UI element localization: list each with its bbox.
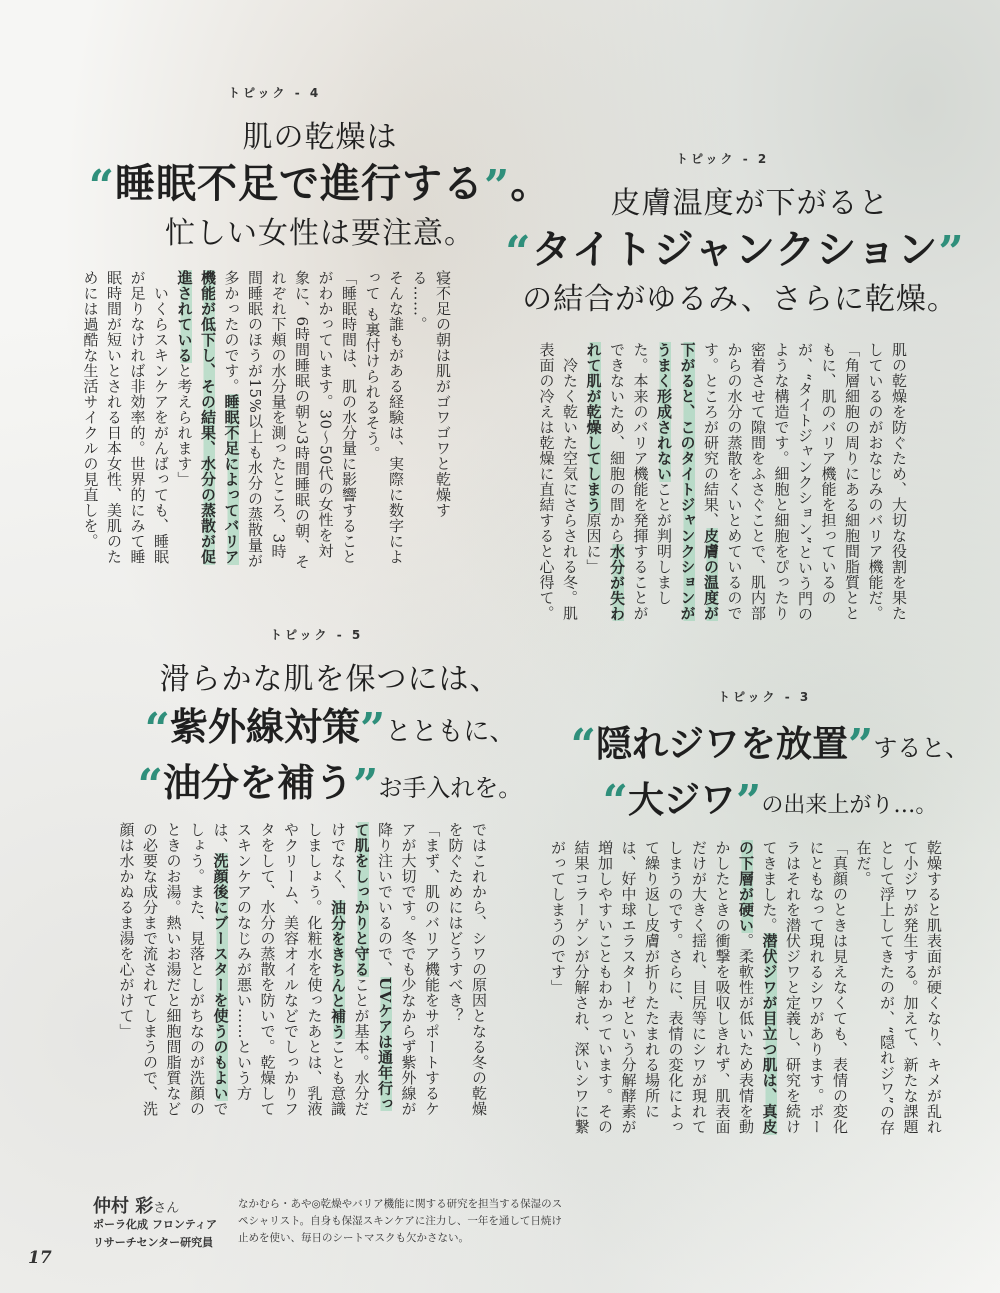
topic2-heading-line2 xyxy=(500,218,970,278)
topic4-body-a: 寝不足の朝は肌がゴワゴワと乾燥する……。 そんな誰もがある経験は、実際に数字によって も裏付けられるそう。 「睡眠時間は、肌の水分量に影響することがわかっています。30～50代の女性を対象に、6時間睡眠の朝と3時間睡眠の朝、それぞれ下頬の水分量を測ったところ、3時間睡眠のほうが15%以上も水分の蒸散量が多かったのです。 xyxy=(222,270,452,570)
quote-open: “ xyxy=(144,704,170,755)
topic3-heading-emphasis2: 大ジワ xyxy=(627,779,736,821)
profile-affiliation xyxy=(93,1216,217,1252)
topic3-label: トピック - 3 xyxy=(718,690,812,704)
quote-close: ” xyxy=(938,227,965,278)
quote-close: ” xyxy=(353,760,379,811)
topic5-heading-emphasis2: 油分を補う xyxy=(162,760,353,805)
topic5-body-b: ことが基本。水分だけでなく、 xyxy=(329,822,371,1117)
topic4-body xyxy=(82,270,454,570)
profile-affiliation-line1: ポーラ化成 フロンティア xyxy=(93,1218,217,1231)
topic5-body-highlight2: 油分をきちんと補う xyxy=(329,899,347,1039)
topic5-body xyxy=(118,822,490,1122)
profile-honorific: さん xyxy=(153,1201,180,1216)
topic2-body-highlight2: 水分が失われて肌が乾燥してしまう xyxy=(584,342,626,621)
page-number: 17 xyxy=(28,1248,52,1268)
topic4-label: トピック - 4 xyxy=(228,86,322,100)
topic4-heading-line2 xyxy=(60,152,580,212)
topic2-body-highlight1: 皮膚の温度が下がると、このタイトジャンクションがうまく形成されない xyxy=(655,342,720,621)
topic3-heading-line1 xyxy=(555,716,985,771)
quote-close: ” xyxy=(360,704,386,755)
topic3-body-b: 。柔軟性が低いため表情を動かしたときの衝撃を吸収しきれず、肌表面だけが大きく揺れ、目尻等にシワが現れてしまうのです。さらに、表情の変化によって繰り返し皮膚が折りたたまれる場所には、好中球エラスターゼという分解酵素が増加しやすいこともわかっています。その結果コラーゲンが分解され、深いシワに繋がってしまうのです」 xyxy=(549,840,755,1135)
topic2-body xyxy=(535,342,910,632)
topic5-body-a: ではこれから、シワの原因となる冬の乾燥を防ぐためにはどうすべき？ 「まず、肌のバリア機能をサポートするケアが大切です。冬でも少なからず紫外線が降り注いでいるので、 xyxy=(376,822,488,1117)
profile-name xyxy=(93,1192,179,1218)
quote-close: ” xyxy=(484,161,511,212)
quote-open: “ xyxy=(137,760,163,811)
quote-close: ” xyxy=(736,776,762,827)
topic5-label: トピック - 5 xyxy=(270,628,364,642)
topic3-body-a: 乾燥すると肌表面が硬くなり、キメが乱れて小ジワが発生する。加えて、新たな課題として浮上してきたのが、“隠れジワ”の存在だ。 「真顔のときは見えなくても、表情の変化にともなって現れるシワがあります。ポーラはそれを潜伏ジワと定義し、研究を続けてきました。 xyxy=(760,840,943,1136)
topic4-body-b: と考えられます」 いくらスキンケアをがんばっても、睡眠が足りなければ非効率的。世界的にみて睡眠時間が短いとされる日本女性、美肌のためには過酷な生活サイクルの見直しを。 xyxy=(81,270,194,565)
topic5-body-highlight1: UVケアは通年行って肌をしっかりと守る xyxy=(352,822,394,1112)
topic5-body-c: ことも意識しましょう。化粧水を使ったあとは、乳液やクリーム、美容オイルなどでしっかりフタをして、水分の蒸散を防いで。乾燥してスキンケアのなじみが悪い……という方は、 xyxy=(211,822,347,1117)
topic5-heading-line2 xyxy=(90,696,570,755)
quote-open: “ xyxy=(505,227,532,278)
profile-affiliation-line2: リサーチセンター研究員 xyxy=(93,1236,214,1249)
quote-open: “ xyxy=(570,720,596,771)
topic2-heading-line1: 皮膚温度が下がると xyxy=(610,186,890,221)
topic3-heading-emphasis1: 隠れジワを放置 xyxy=(595,723,848,765)
quote-open: “ xyxy=(602,776,628,827)
topic2-body-a: 肌の乾燥を防ぐため、大切な役割を果たしているのがおなじみのバリア機能だ。 「角層細胞の周りにある細胞間脂質とともに、肌のバリア機能を担っているのが、“タイトジャンクション”という門のような構造です。細胞と細胞をぴったり密着させて隙間をふさぐことで、肌内部からの水分の蒸散をくいとめているのです。ところが研究の結果、 xyxy=(702,342,908,622)
topic5-body-highlight3: 洗顔後にブースターを使うのもよい xyxy=(211,853,230,1101)
profile-name-text: 仲村 彩 xyxy=(93,1196,154,1217)
topic5-heading-emphasis1: 紫外線対策 xyxy=(169,704,360,749)
topic4-body-highlight: 睡眠不足によってバリア機能が低下し、その結果、水分の蒸散が促進されている xyxy=(175,270,241,565)
topic5-heading-tail1: とともに、 xyxy=(385,717,516,747)
topic2-body-c: 原因に」 冷たく乾いた空気にさらされる冬。肌表面の冷えは乾燥に直結すると心得て。 xyxy=(537,342,603,621)
topic2-heading-line3: の結合がゆるみ、さらに乾燥。 xyxy=(522,282,958,317)
topic5-body-d: でしょう。また、見落としがちなのが洗顔のときのお湯。熱いお湯だと細胞間脂質などの必要な成分まで流されてしまうので、洗顔は水かぬるま湯を心がけて」 xyxy=(117,822,230,1117)
topic5-heading-line3 xyxy=(90,752,570,811)
topic2-body-b: ことが判明しました。本来のバリア機能を発揮することができないため、細胞の間から xyxy=(608,342,673,621)
quote-close: ” xyxy=(848,720,874,771)
topic5-heading-tail2: お手入れを。 xyxy=(378,774,523,802)
topic3-heading-tail2: の出来上がり…。 xyxy=(761,793,938,818)
topic3-body xyxy=(549,840,945,1142)
topic3-heading-tail1: すると、 xyxy=(873,734,970,762)
topic2-label: トピック - 2 xyxy=(676,152,770,166)
topic4-heading-emphasis: 睡眠不足で進行する xyxy=(115,160,484,207)
topic4-heading-line3: 忙しい女性は要注意。 xyxy=(165,216,475,251)
topic5-heading-line1: 滑らかな肌を保つには、 xyxy=(159,662,501,697)
quote-open: “ xyxy=(88,161,115,212)
topic2-heading-emphasis: タイトジャンクション xyxy=(531,226,939,273)
topic4-heading-tail: 。 xyxy=(510,160,552,207)
profile-description: なかむら・あや◎乾燥やバリア機能に関する研究を担当する保湿のスペシャリスト。自身も保湿スキンケアに注力し、一年を通して日焼け止めを使い、毎日のシートマスクも欠かさない。 xyxy=(238,1198,563,1244)
topic4-heading-line1: 肌の乾燥は xyxy=(242,120,398,155)
topic3-body-highlight: 潜伏ジワが目立つ肌は、真皮の下層が硬い xyxy=(737,840,779,1135)
topic3-heading-line2 xyxy=(560,772,980,827)
